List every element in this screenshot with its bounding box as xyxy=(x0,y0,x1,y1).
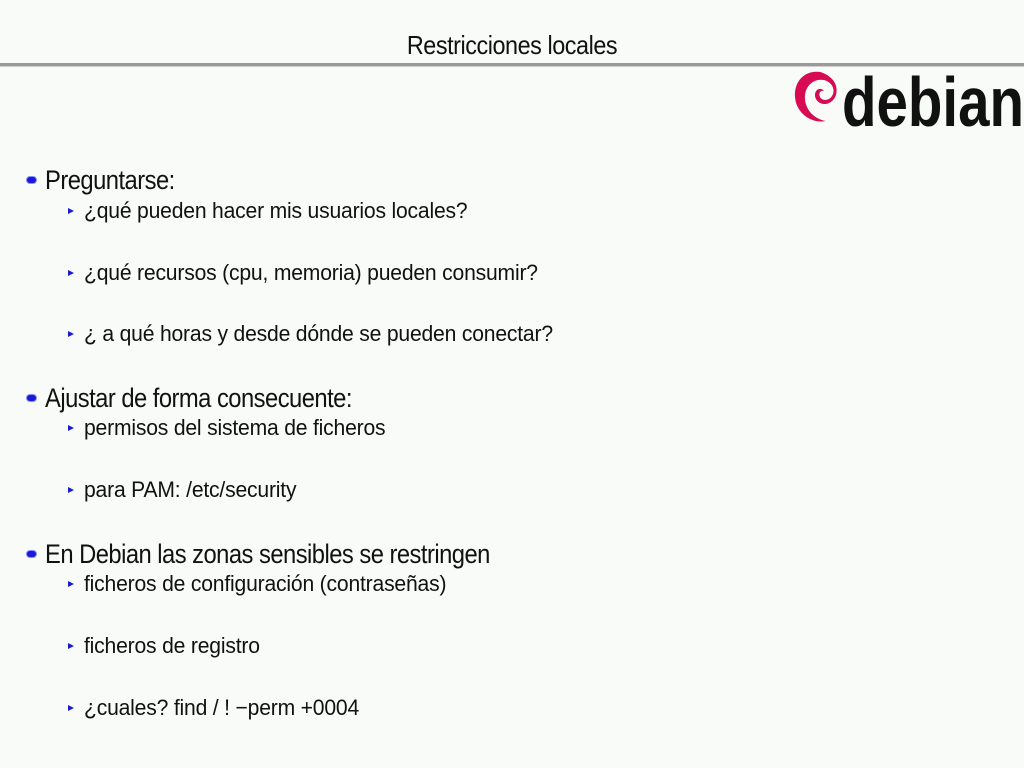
triangle-bullet-icon xyxy=(67,207,75,215)
triangle-bullet-icon xyxy=(67,642,75,650)
list-item-text: ¿cuales? find / ! −perm +0004 xyxy=(84,695,360,720)
triangle-bullet-icon xyxy=(67,424,75,432)
triangle-bullet-icon xyxy=(67,269,75,277)
bullet-icon xyxy=(26,550,37,558)
slide-title: Restricciones locales xyxy=(406,30,618,60)
list-item xyxy=(67,631,267,661)
list-item xyxy=(67,693,370,723)
list-item-text: ficheros de configuración (contraseñas) xyxy=(84,571,447,596)
triangle-bullet-icon xyxy=(67,580,75,588)
list-item xyxy=(67,258,557,288)
triangle-bullet-icon xyxy=(67,486,75,494)
list-item xyxy=(67,475,305,505)
list-item-text: ficheros de registro xyxy=(84,633,260,658)
bullet-icon xyxy=(26,394,37,402)
section-heading xyxy=(26,537,551,571)
triangle-bullet-icon xyxy=(67,704,75,712)
list-item xyxy=(67,569,461,599)
list-item-text: ¿qué pueden hacer mis usuarios locales? xyxy=(84,198,468,223)
section-heading xyxy=(26,381,394,415)
section-heading xyxy=(26,163,192,197)
list-item xyxy=(67,319,572,349)
triangle-bullet-icon xyxy=(67,330,75,338)
section-heading-text: Ajustar de forma consecuente: xyxy=(45,382,352,413)
list-item-text: ¿ a qué horas y desde dónde se pueden conectar? xyxy=(84,321,553,346)
list-item-text: permisos del sistema de ficheros xyxy=(84,415,386,440)
list-item-text: para PAM: /etc/security xyxy=(84,477,297,502)
section-heading-text: En Debian las zonas sensibles se restringen xyxy=(45,538,490,569)
section-heading-text: Preguntarse: xyxy=(45,164,175,195)
bullet-icon xyxy=(26,176,37,184)
list-item-text: ¿qué recursos (cpu, memoria) pueden consumir? xyxy=(84,260,538,285)
logo-wordmark: debian xyxy=(842,64,1024,132)
list-item xyxy=(67,196,483,226)
list-item xyxy=(67,413,398,443)
